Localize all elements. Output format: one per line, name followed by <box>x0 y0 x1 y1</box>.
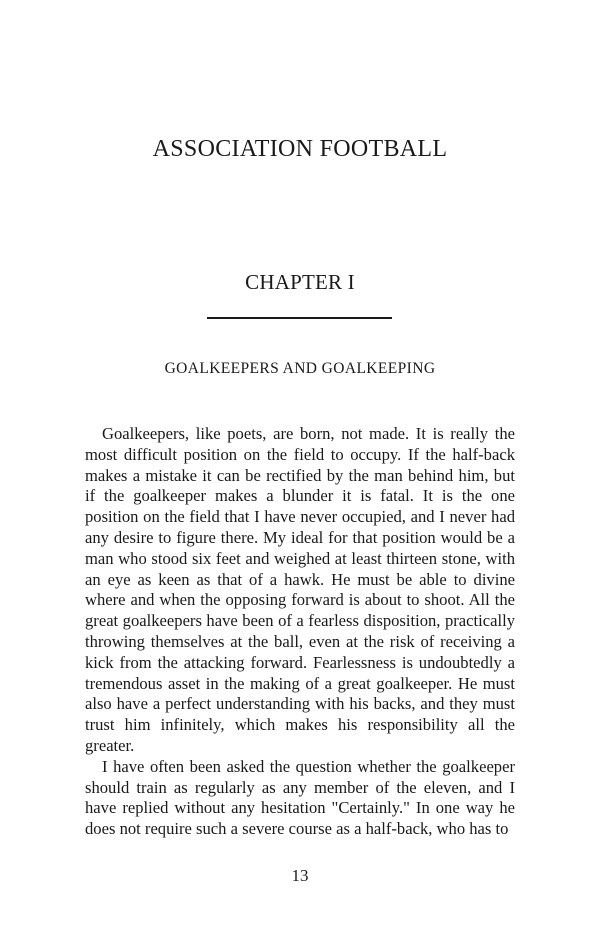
chapter-divider <box>207 317 392 319</box>
book-title: ASSOCIATION FOOTBALL <box>152 136 448 162</box>
page-number: 13 <box>291 866 309 885</box>
paragraph: Goalkeepers, like poets, are born, not made. It is really the most difficult position on the field to occupy. If the half-back makes a mistake it can be rectified by the man behind him, but if the goalkeeper makes a blunder it is fatal. It is the one position on the field that I have never occupied, and I never had any desire to figure there. My ideal for that position would be a man who stood six feet and weighed at least thirteen stone, with an eye as keen as that of a hawk. He must be able to divine where and when the opposing forward is about to shoot. All the great goalkeepers have been of a fearless disposition, practically throwing themselves at the ball, even at the risk of receiving a kick from the attacking forward. Fearlessness is undoubtedly a tremendous asset in the making of a great goalkeeper. He must also have a perfect understanding with his backs, and they must trust him infinitely, which makes his responsibility all the greater. <box>85 424 515 755</box>
body-text <box>85 424 515 840</box>
section-heading: GOALKEEPERS AND GOALKEEPING <box>164 360 436 377</box>
chapter-heading: CHAPTER I <box>245 270 355 294</box>
paragraph: I have often been asked the question whether the goalkeeper should train as regularly as any member of the eleven, and I have replied without any hesitation "Certainly." In one way he does not require such a severe course as a half-back, who has to <box>85 756 515 839</box>
